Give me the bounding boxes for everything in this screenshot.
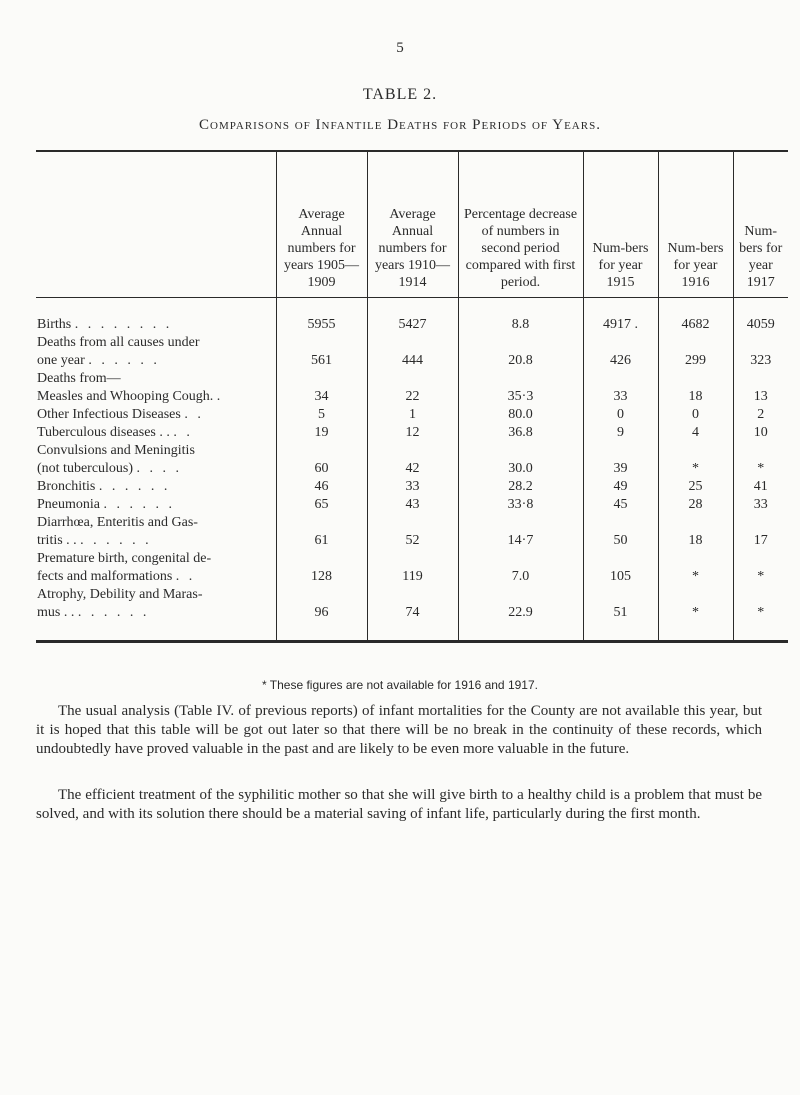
row-label [36,352,276,370]
table-footnote: * These figures are not available for 1916 and 1917. [262,678,538,692]
row-label-text: Atrophy, Debility and Maras- [37,586,203,602]
row-leader-dots: . . . . . . . . [74,316,173,332]
value-year-1916: 25 [658,478,733,496]
value-year-1915: 50 [583,532,658,550]
value-year-1916: * [658,460,733,478]
value-avg-1905-1909 [276,334,367,352]
row-leader-dots: . . . . . . [98,478,171,494]
value-year-1917: 33 [733,496,788,514]
value-year-1916 [658,334,733,352]
value-avg-1905-1909 [276,514,367,532]
table-row [36,604,788,640]
value-avg-1910-1914: 43 [367,496,458,514]
row-label-text: (not tuberculous) [37,460,134,476]
value-percentage-decrease: 33·8 [458,496,583,514]
value-year-1915 [583,550,658,568]
value-year-1917: 41 [733,478,788,496]
value-year-1917 [733,586,788,604]
value-year-1916: 18 [658,388,733,406]
value-year-1916: 299 [658,352,733,370]
value-percentage-decrease [458,586,583,604]
header-percentage-decrease: Percentage decrease of numbers in second period compared with first period. [458,152,583,297]
table-row [36,297,788,334]
row-label [36,370,276,388]
row-label [36,604,276,640]
value-avg-1910-1914 [367,442,458,460]
value-year-1916: 28 [658,496,733,514]
value-avg-1910-1914 [367,550,458,568]
value-year-1916: 0 [658,406,733,424]
row-label [36,478,276,496]
table-row [36,514,788,532]
value-avg-1910-1914 [367,334,458,352]
value-avg-1905-1909 [276,550,367,568]
value-year-1917 [733,514,788,532]
row-label [36,406,276,424]
value-avg-1910-1914: 42 [367,460,458,478]
row-leader-dots: . . [184,406,204,422]
header-avg-1910-1914: Average Annual numbers for years 1910—1914 [367,152,458,297]
header-avg-1905-1909: Average Annual numbers for years 1905—1909 [276,152,367,297]
value-year-1916 [658,586,733,604]
value-year-1917: * [733,604,788,640]
row-label-text: Diarrhœa, Enteritis and Gas- [37,514,198,530]
row-label-text: Deaths from all causes under [37,334,200,350]
value-year-1916: 4682 [658,297,733,334]
row-leader-dots: . . [173,424,193,440]
table-row [36,496,788,514]
value-year-1916: 4 [658,424,733,442]
value-year-1915 [583,514,658,532]
value-avg-1905-1909: 5 [276,406,367,424]
header-year-1916: Num-bers for year 1916 [658,152,733,297]
value-year-1917: * [733,568,788,586]
value-percentage-decrease: 8.8 [458,297,583,334]
table-row [36,442,788,460]
value-avg-1910-1914 [367,370,458,388]
row-label-text: Deaths from— [37,370,121,386]
value-avg-1910-1914: 22 [367,388,458,406]
value-year-1915: 33 [583,388,658,406]
row-label-text: Convulsions and Meningitis [37,442,195,458]
value-year-1917 [733,370,788,388]
mortality-table-wrapper [36,150,788,643]
value-year-1916: * [658,568,733,586]
value-year-1915 [583,334,658,352]
value-percentage-decrease [458,550,583,568]
table-row [36,370,788,388]
row-label-text: one year [37,352,85,368]
row-label-text: tritis . . [37,532,77,548]
paragraph-analysis: The usual analysis (Table IV. of previous reports) of infant mortalities for the County are not available this year, but it is hoped that this table will be got out later so that there will be no break in the continuity of these records, which undoubtedly have proved valuable in the past and are likely to be even more valuable in the future. [36,703,762,757]
table-title: TABLE 2. [362,86,438,103]
value-avg-1905-1909: 60 [276,460,367,478]
row-label [36,568,276,586]
value-avg-1910-1914: 12 [367,424,458,442]
value-year-1917: 2 [733,406,788,424]
value-year-1915: 51 [583,604,658,640]
value-avg-1905-1909: 561 [276,352,367,370]
value-year-1917: 13 [733,388,788,406]
row-label [36,424,276,442]
table-row [36,586,788,604]
value-year-1916 [658,442,733,460]
row-label-text: Measles and Whooping Cough. . [37,388,221,404]
value-year-1915 [583,586,658,604]
value-avg-1910-1914: 444 [367,352,458,370]
value-avg-1905-1909 [276,442,367,460]
row-leader-dots: . . . . . . [77,604,150,620]
table-row [36,424,788,442]
table-row [36,532,788,550]
value-year-1915 [583,442,658,460]
value-year-1916: * [658,604,733,640]
value-year-1917 [733,442,788,460]
infantile-deaths-table [36,152,788,640]
value-percentage-decrease: 14·7 [458,532,583,550]
table-body [36,297,788,640]
value-year-1915: 9 [583,424,658,442]
value-year-1917: 17 [733,532,788,550]
value-avg-1910-1914: 5427 [367,297,458,334]
value-avg-1905-1909: 46 [276,478,367,496]
value-avg-1910-1914: 33 [367,478,458,496]
row-label-text: mus . . [37,604,75,620]
row-label [36,334,276,352]
table-row [36,550,788,568]
value-percentage-decrease [458,514,583,532]
value-year-1915: 0 [583,406,658,424]
value-percentage-decrease: 35·3 [458,388,583,406]
value-percentage-decrease: 28.2 [458,478,583,496]
value-year-1916: 18 [658,532,733,550]
value-percentage-decrease: 80.0 [458,406,583,424]
value-avg-1905-1909 [276,586,367,604]
value-year-1915: 426 [583,352,658,370]
value-percentage-decrease: 36.8 [458,424,583,442]
row-leader-dots: . . . . . . [80,532,152,548]
row-leader-dots: . . . . [136,460,183,476]
row-label-text: Births [37,316,72,332]
value-avg-1905-1909: 19 [276,424,367,442]
value-year-1915 [583,370,658,388]
value-percentage-decrease: 30.0 [458,460,583,478]
row-label [36,297,276,334]
value-avg-1910-1914: 119 [367,568,458,586]
value-year-1917: 323 [733,352,788,370]
row-label [36,514,276,532]
value-percentage-decrease: 7.0 [458,568,583,586]
value-year-1917 [733,550,788,568]
value-avg-1910-1914: 52 [367,532,458,550]
value-year-1915: 49 [583,478,658,496]
row-leader-dots: . . [175,568,196,584]
row-label [36,496,276,514]
table-row [36,334,788,352]
row-label-text: Tuberculous diseases . . [37,424,170,440]
value-avg-1905-1909: 96 [276,604,367,640]
value-year-1915: 39 [583,460,658,478]
value-avg-1905-1909: 128 [276,568,367,586]
row-label [36,550,276,568]
row-label [36,442,276,460]
value-year-1915: 4917 . [583,297,658,334]
value-year-1915: 105 [583,568,658,586]
value-percentage-decrease [458,442,583,460]
value-year-1916 [658,550,733,568]
header-year-1915: Num-bers for year 1915 [583,152,658,297]
table-header-row [36,152,788,297]
value-year-1917 [733,334,788,352]
table-subtitle: Comparisons of Infantile Deaths for Periods of Years. [199,117,601,133]
value-percentage-decrease: 20.8 [458,352,583,370]
value-avg-1910-1914 [367,586,458,604]
row-label [36,532,276,550]
table-row [36,568,788,586]
value-avg-1910-1914: 74 [367,604,458,640]
row-label [36,586,276,604]
value-avg-1905-1909: 65 [276,496,367,514]
row-label-text: Premature birth, congenital de- [37,550,212,566]
table-row [36,478,788,496]
value-year-1917: 4059 [733,297,788,334]
header-year-1917: Num-bers for year 1917 [733,152,788,297]
row-label-text: fects and malformations [37,568,173,584]
table-row [36,352,788,370]
table-bottom-rule [36,640,788,643]
table-row [36,406,788,424]
value-year-1917: 10 [733,424,788,442]
header-label-column [36,152,276,297]
paragraph-treatment: The efficient treatment of the syphilitic mother so that she will give birth to a healthy child is a problem that must be solved, and with its solution there should be a material saving of infant life, particularly during the first month. [36,787,762,822]
value-avg-1905-1909: 5955 [276,297,367,334]
value-percentage-decrease [458,334,583,352]
value-year-1915: 45 [583,496,658,514]
row-label-text: Bronchitis [37,478,96,494]
value-avg-1905-1909 [276,370,367,388]
row-label-text: Pneumonia [37,496,100,512]
value-percentage-decrease [458,370,583,388]
row-label [36,388,276,406]
value-percentage-decrease: 22.9 [458,604,583,640]
value-year-1917: * [733,460,788,478]
value-avg-1910-1914 [367,514,458,532]
table-row [36,460,788,478]
row-label-text: Other Infectious Diseases [37,406,181,422]
row-leader-dots: . . . . . . [103,496,175,512]
value-avg-1905-1909: 61 [276,532,367,550]
table-row [36,388,788,406]
value-avg-1905-1909: 34 [276,388,367,406]
row-label [36,460,276,478]
page-number: 5 [396,40,404,56]
value-year-1916 [658,370,733,388]
row-leader-dots: . . . . . . [88,352,160,368]
value-avg-1910-1914: 1 [367,406,458,424]
value-year-1916 [658,514,733,532]
